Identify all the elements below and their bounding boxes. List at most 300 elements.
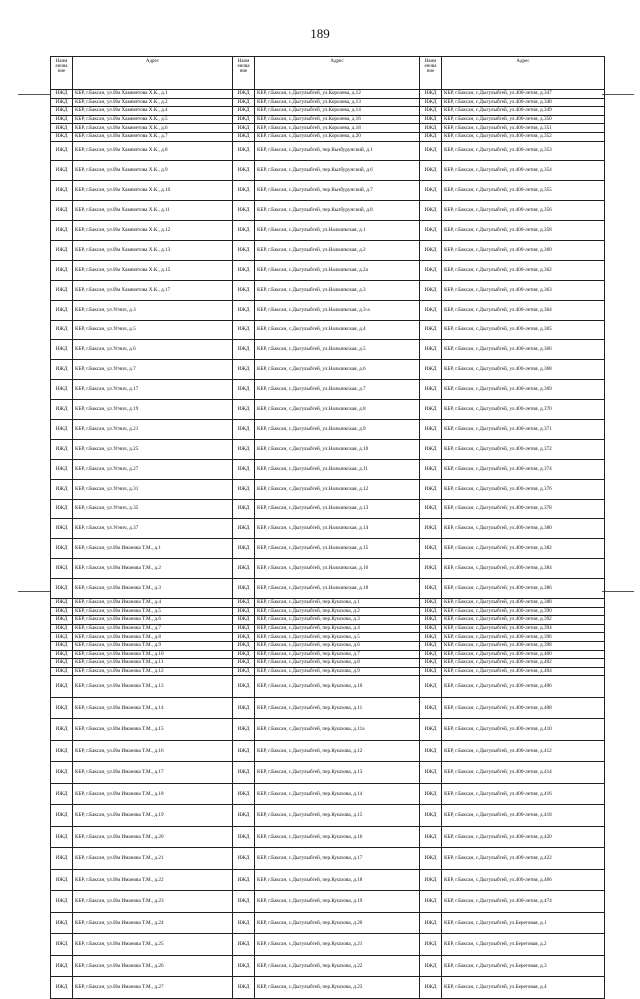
address-cell: КБР, г.Баксан, с.Дыгулыбгей, ул.400-летия, д.410 xyxy=(442,719,605,741)
address-cell: КБР, г.Баксан, ул.Им Хакяметова Х.К., д.6 xyxy=(73,124,233,133)
address-cell: КБР, г.Баксан, с.Дыгулыбгей, ул.400-летия, д.418 xyxy=(442,805,605,827)
object-type-cell: ИЖД xyxy=(233,783,255,805)
table-row xyxy=(51,633,605,642)
object-type-cell: ИЖД xyxy=(420,479,442,499)
address-cell: КБР, г.Баксан, с.Дыгулыбгей, пер.Кушхова, д.11а xyxy=(255,719,420,741)
address-cell: КБР, г.Баксан, ул.Угнич, д.6 xyxy=(73,340,233,360)
object-type-cell: ИЖД xyxy=(233,955,255,977)
address-cell: КБР, г.Баксан, с.Дыгулыбгей, ул.Нальчикская, д.3 xyxy=(255,280,420,300)
object-type-cell: ИЖД xyxy=(233,439,255,459)
address-cell: КБР, г.Баксан, с.Дыгулыбгей, ул.400-летия, д.371 xyxy=(442,420,605,440)
object-type-cell: ИЖД xyxy=(233,300,255,320)
object-type-cell: ИЖД xyxy=(233,201,255,221)
address-cell: КБР, г.Баксан, с.Дыгулыбгей, ул.400-летия, д.414 xyxy=(442,762,605,784)
object-type-cell: ИЖД xyxy=(233,459,255,479)
table-row xyxy=(51,98,605,107)
address-cell: КБР, г.Баксан, с.Дыгулыбгей, ул.400-летия, д.376 xyxy=(442,479,605,499)
object-type-cell: ИЖД xyxy=(420,221,442,241)
address-cell: КБР, г.Баксан, с.Дыгулыбгей, ул.Нальчикская, д.15 xyxy=(255,539,420,559)
address-cell: КБР, г.Баксан, ул.Угнич, д.17 xyxy=(73,380,233,400)
object-type-cell: ИЖД xyxy=(420,633,442,642)
object-type-cell: ИЖД xyxy=(51,221,73,241)
object-type-cell: ИЖД xyxy=(420,132,442,141)
object-type-cell: ИЖД xyxy=(51,260,73,280)
object-type-cell: ИЖД xyxy=(233,891,255,913)
address-cell: КБР, г.Баксан, с.Дыгулыбгей, ул.400-летия, д.396 xyxy=(442,633,605,642)
address-cell: КБР, г.Баксан, с.Дыгулыбгей, пер.Кызбурунский, д.7 xyxy=(255,181,420,201)
object-type-cell: ИЖД xyxy=(420,676,442,698)
table-row xyxy=(51,241,605,261)
address-cell: КБР, г.Баксан, ул.Угнич, д.5 xyxy=(73,320,233,340)
object-type-cell: ИЖД xyxy=(51,719,73,741)
address-cell: КБР, г.Баксан, с.Дыгулыбгей, ул.Береговая, д.2 xyxy=(442,934,605,956)
address-cell: КБР, г.Баксан, ул.Им Хакяметова Х.К., д.9 xyxy=(73,161,233,181)
address-cell: КБР, г.Баксан, ул.Им Иманова Т.М., д.21 xyxy=(73,848,233,870)
object-type-cell: ИЖД xyxy=(51,762,73,784)
address-cell: КБР, г.Баксан, с.Дыгулыбгей, ул.400-летия, д.360 xyxy=(442,241,605,261)
address-cell: КБР, г.Баксан, ул.Им Иманова Т.М., д.9 xyxy=(73,642,233,651)
table-row xyxy=(51,115,605,124)
object-type-cell: ИЖД xyxy=(233,559,255,579)
address-cell: КБР, г.Баксан, с.Дыгулыбгей, ул.Нальчикская, д.14 xyxy=(255,519,420,539)
address-cell: КБР, г.Баксан, с.Дыгулыбгей, пер.Кушхова, д.7 xyxy=(255,650,420,659)
address-cell: КБР, г.Баксан, с.Дыгулыбгей, пер.Кушхова, д.22 xyxy=(255,955,420,977)
address-cell: КБР, г.Баксан, с.Дыгулыбгей, ул.Береговая, д.3 xyxy=(442,955,605,977)
address-cell: КБР, г.Баксан, с.Дыгулыбгей, ул.400-летия, д.364 xyxy=(442,300,605,320)
object-type-cell: ИЖД xyxy=(233,977,255,999)
object-type-cell: ИЖД xyxy=(51,132,73,141)
margin-mark xyxy=(18,94,50,95)
address-cell: КБР, г.Баксан, с.Дыгулыбгей, ул.400-летия, д.363 xyxy=(442,280,605,300)
address-cell: КБР, г.Баксан, ул.Им Иманова Т.М., д.18 xyxy=(73,783,233,805)
table-row xyxy=(51,762,605,784)
object-type-cell: ИЖД xyxy=(51,420,73,440)
table-row xyxy=(51,439,605,459)
address-cell: КБР, г.Баксан, ул.Им Хакяметова Х.К., д.8 xyxy=(73,141,233,161)
address-cell: КБР, г.Баксан, с.Дыгулыбгей, пер.Кушхова, д.1 xyxy=(255,599,420,608)
object-type-cell: ИЖД xyxy=(51,300,73,320)
object-type-cell: ИЖД xyxy=(233,719,255,741)
table-row xyxy=(51,579,605,599)
address-cell: КБР, г.Баксан, ул.Им Иманова Т.М., д.27 xyxy=(73,977,233,999)
object-type-cell: ИЖД xyxy=(51,650,73,659)
object-type-cell: ИЖД xyxy=(51,439,73,459)
table-row xyxy=(51,934,605,956)
address-cell: КБР, г.Баксан, ул.Им Иманова Т.М., д.16 xyxy=(73,740,233,762)
address-cell: КБР, г.Баксан, с.Дыгулыбгей, ул.400-летия, д.370 xyxy=(442,400,605,420)
object-type-cell: ИЖД xyxy=(233,161,255,181)
object-type-cell: ИЖД xyxy=(233,869,255,891)
object-type-cell: ИЖД xyxy=(233,241,255,261)
object-type-cell: ИЖД xyxy=(420,667,442,676)
object-type-cell: ИЖД xyxy=(233,762,255,784)
address-cell: КБР, г.Баксан, с.Дыгулыбгей, ул.400-летия, д.365 xyxy=(442,320,605,340)
object-type-cell: ИЖД xyxy=(420,499,442,519)
address-cell: КБР, г.Баксан, ул.Им Хакяметова Х.К., д.11 xyxy=(73,201,233,221)
address-cell: КБР, г.Баксан, с.Дыгулыбгей, ул.400-летия, д.369 xyxy=(442,380,605,400)
object-type-cell: ИЖД xyxy=(420,579,442,599)
object-type-cell: ИЖД xyxy=(233,124,255,133)
table-row xyxy=(51,607,605,616)
object-type-cell: ИЖД xyxy=(51,599,73,608)
object-type-cell: ИЖД xyxy=(233,642,255,651)
object-type-cell: ИЖД xyxy=(420,659,442,668)
object-type-cell: ИЖД xyxy=(233,826,255,848)
object-type-cell: ИЖД xyxy=(51,579,73,599)
address-cell: КБР, г.Баксан, с.Дыгулыбгей, ул.Нальчикская, д.18 xyxy=(255,579,420,599)
address-cell: КБР, г.Баксан, с.Дыгулыбгей, пер.Кушхова, д.19 xyxy=(255,891,420,913)
object-type-cell: ИЖД xyxy=(51,115,73,124)
object-type-cell: ИЖД xyxy=(51,633,73,642)
address-cell: КБР, г.Баксан, с.Дыгулыбгей, ул.Королева, д.20 xyxy=(255,132,420,141)
object-type-cell: ИЖД xyxy=(420,181,442,201)
object-type-cell: ИЖД xyxy=(420,115,442,124)
address-cell: КБР, г.Баксан, с.Дыгулыбгей, пер.Кушхова, д.11 xyxy=(255,697,420,719)
object-type-cell: ИЖД xyxy=(51,107,73,116)
object-type-cell: ИЖД xyxy=(51,607,73,616)
object-type-cell: ИЖД xyxy=(51,181,73,201)
address-cell: КБР, г.Баксан, с.Дыгулыбгей, ул.400-летия, д.362 xyxy=(442,260,605,280)
table-row xyxy=(51,420,605,440)
address-cell: КБР, г.Баксан, с.Дыгулыбгей, пер.Кушхова, д.18 xyxy=(255,869,420,891)
object-type-cell: ИЖД xyxy=(233,98,255,107)
table-row xyxy=(51,719,605,741)
object-type-cell: ИЖД xyxy=(51,977,73,999)
address-cell: КБР, г.Баксан, с.Дыгулыбгей, ул.400-летия, д.347 xyxy=(442,90,605,99)
address-cell: КБР, г.Баксан, с.Дыгулыбгей, пер.Кушхова, д.6 xyxy=(255,642,420,651)
object-type-cell: ИЖД xyxy=(51,141,73,161)
object-type-cell: ИЖД xyxy=(51,400,73,420)
object-type-cell: ИЖД xyxy=(420,624,442,633)
address-cell: КБР, г.Баксан, ул.Им Иманова Т.М., д.26 xyxy=(73,955,233,977)
object-type-cell: ИЖД xyxy=(51,642,73,651)
margin-mark xyxy=(602,591,634,592)
object-type-cell: ИЖД xyxy=(233,420,255,440)
address-cell: КБР, г.Баксан, ул.Им Иманова Т.М., д.20 xyxy=(73,826,233,848)
object-type-cell: ИЖД xyxy=(420,697,442,719)
table-row xyxy=(51,519,605,539)
address-cell: КБР, г.Баксан, ул.Им Хакяметова Х.К., д.13 xyxy=(73,241,233,261)
address-cell: КБР, г.Баксан, с.Дыгулыбгей, ул.400-летия, д.388 xyxy=(442,599,605,608)
object-type-cell: ИЖД xyxy=(233,624,255,633)
address-cell: КБР, г.Баксан, с.Дыгулыбгей, пер.Кушхова, д.5 xyxy=(255,633,420,642)
object-type-cell: ИЖД xyxy=(420,320,442,340)
object-type-cell: ИЖД xyxy=(420,107,442,116)
table-row xyxy=(51,559,605,579)
address-cell: КБР, г.Баксан, ул.Им Иманова Т.М., д.7 xyxy=(73,624,233,633)
address-cell: КБР, г.Баксан, с.Дыгулыбгей, пер.Кушхова, д.17 xyxy=(255,848,420,870)
object-type-cell: ИЖД xyxy=(420,650,442,659)
object-type-cell: ИЖД xyxy=(51,869,73,891)
object-type-cell: ИЖД xyxy=(233,141,255,161)
object-type-cell: ИЖД xyxy=(420,98,442,107)
address-cell: КБР, г.Баксан, ул.Им Иманова Т.М., д.19 xyxy=(73,805,233,827)
address-table xyxy=(50,56,605,999)
object-type-cell: ИЖД xyxy=(51,360,73,380)
table-row xyxy=(51,380,605,400)
table-row xyxy=(51,912,605,934)
table-row xyxy=(51,783,605,805)
address-cell: КБР, г.Баксан, с.Дыгулыбгей, ул.400-летия, д.350 xyxy=(442,115,605,124)
object-type-cell: ИЖД xyxy=(51,955,73,977)
table-row xyxy=(51,107,605,116)
object-type-cell: ИЖД xyxy=(51,912,73,934)
table-row xyxy=(51,201,605,221)
table-row xyxy=(51,676,605,698)
address-cell: КБР, г.Баксан, ул.Им Иманова Т.М., д.13 xyxy=(73,676,233,698)
address-cell: КБР, г.Баксан, с.Дыгулыбгей, пер.Кушхова, д.23 xyxy=(255,977,420,999)
address-cell: КБР, г.Баксан, с.Дыгулыбгей, ул.Королева, д.12 xyxy=(255,90,420,99)
address-cell: КБР, г.Баксан, с.Дыгулыбгей, ул.400-летия, д.420 xyxy=(442,826,605,848)
object-type-cell: ИЖД xyxy=(51,667,73,676)
object-type-cell: ИЖД xyxy=(420,719,442,741)
header-address: Адрес xyxy=(442,57,605,90)
address-cell: КБР, г.Баксан, ул.Им Хакяметова Х.К., д.2 xyxy=(73,98,233,107)
object-type-cell: ИЖД xyxy=(233,912,255,934)
address-cell: КБР, г.Баксан, с.Дыгулыбгей, пер.Кушхова, д.9 xyxy=(255,667,420,676)
table-row xyxy=(51,848,605,870)
object-type-cell: ИЖД xyxy=(420,360,442,380)
address-cell: КБР, г.Баксан, с.Дыгулыбгей, ул.400-летия, д.398 xyxy=(442,642,605,651)
table-row xyxy=(51,161,605,181)
address-cell: КБР, г.Баксан, ул.Угнич, д.19 xyxy=(73,400,233,420)
object-type-cell: ИЖД xyxy=(233,499,255,519)
object-type-cell: ИЖД xyxy=(420,539,442,559)
object-type-cell: ИЖД xyxy=(420,439,442,459)
address-cell: КБР, г.Баксан, с.Дыгулыбгей, ул.Нальчикская, д.2а xyxy=(255,260,420,280)
address-cell: КБР, г.Баксан, ул.Им Хакяметова Х.К., д.12 xyxy=(73,221,233,241)
object-type-cell: ИЖД xyxy=(420,280,442,300)
address-cell: КБР, г.Баксан, с.Дыгулыбгей, ул.400-летия, д.416 xyxy=(442,783,605,805)
address-cell: КБР, г.Баксан, ул.Им Иманова Т.М., д.22 xyxy=(73,869,233,891)
object-type-cell: ИЖД xyxy=(420,161,442,181)
table-row xyxy=(51,826,605,848)
address-cell: КБР, г.Баксан, с.Дыгулыбгей, пер.Кушхова, д.14 xyxy=(255,783,420,805)
address-cell: КБР, г.Баксан, с.Дыгулыбгей, ул.Нальчикская, д.12 xyxy=(255,479,420,499)
table-row xyxy=(51,869,605,891)
object-type-cell: ИЖД xyxy=(233,181,255,201)
object-type-cell: ИЖД xyxy=(51,340,73,360)
table-row xyxy=(51,221,605,241)
address-cell: КБР, г.Баксан, ул.Им Иманова Т.М., д.11 xyxy=(73,659,233,668)
address-cell: КБР, г.Баксан, ул.Им Иманова Т.М., д.1 xyxy=(73,539,233,559)
address-cell: КБР, г.Баксан, ул.Им Иманова Т.М., д.15 xyxy=(73,719,233,741)
object-type-cell: ИЖД xyxy=(420,519,442,539)
address-cell: КБР, г.Баксан, ул.Им Иманова Т.М., д.8 xyxy=(73,633,233,642)
table-row xyxy=(51,642,605,651)
object-type-cell: ИЖД xyxy=(420,90,442,99)
object-type-cell: ИЖД xyxy=(51,280,73,300)
header-address: Адрес xyxy=(73,57,233,90)
address-cell: КБР, г.Баксан, с.Дыгулыбгей, ул.Нальчикская, д.16 xyxy=(255,559,420,579)
table-row xyxy=(51,599,605,608)
table-row xyxy=(51,977,605,999)
address-cell: КБР, г.Баксан, с.Дыгулыбгей, ул.Нальчикская, д.4 xyxy=(255,320,420,340)
address-cell: КБР, г.Баксан, с.Дыгулыбгей, ул.400-летия, д.368 xyxy=(442,360,605,380)
address-cell: КБР, г.Баксан, с.Дыгулыбгей, ул.Королева, д.13 xyxy=(255,98,420,107)
address-cell: КБР, г.Баксан, ул.Угнич, д.35 xyxy=(73,499,233,519)
object-type-cell: ИЖД xyxy=(51,740,73,762)
address-cell: КБР, г.Баксан, с.Дыгулыбгей, ул.400-летия, д.353 xyxy=(442,141,605,161)
object-type-cell: ИЖД xyxy=(233,607,255,616)
object-type-cell: ИЖД xyxy=(420,955,442,977)
address-cell: КБР, г.Баксан, с.Дыгулыбгей, ул.400-летия, д.404 xyxy=(442,667,605,676)
address-cell: КБР, г.Баксан, с.Дыгулыбгей, ул.400-летия, д.386 xyxy=(442,579,605,599)
address-cell: КБР, г.Баксан, ул.Им Хакяметова Х.К., д.7 xyxy=(73,132,233,141)
address-cell: КБР, г.Баксан, ул.Им Иманова Т.М., д.17 xyxy=(73,762,233,784)
object-type-cell: ИЖД xyxy=(233,934,255,956)
address-cell: КБР, г.Баксан, ул.Им Иманова Т.М., д.3 xyxy=(73,579,233,599)
object-type-cell: ИЖД xyxy=(420,400,442,420)
table-row xyxy=(51,459,605,479)
address-cell: КБР, г.Баксан, с.Дыгулыбгей, ул.400-летия, д.402 xyxy=(442,659,605,668)
object-type-cell: ИЖД xyxy=(51,616,73,625)
object-type-cell: ИЖД xyxy=(420,420,442,440)
object-type-cell: ИЖД xyxy=(420,340,442,360)
object-type-cell: ИЖД xyxy=(233,616,255,625)
address-cell: КБР, г.Баксан, ул.Им Хакяметова Х.К., д.15 xyxy=(73,260,233,280)
object-type-cell: ИЖД xyxy=(233,805,255,827)
header-type: Наим енова ние xyxy=(51,57,73,90)
object-type-cell: ИЖД xyxy=(233,115,255,124)
address-cell: КБР, г.Баксан, с.Дыгулыбгей, ул.400-летия, д.474 xyxy=(442,891,605,913)
address-cell: КБР, г.Баксан, с.Дыгулыбгей, пер.Кушхова, д.4 xyxy=(255,624,420,633)
object-type-cell: ИЖД xyxy=(51,539,73,559)
address-cell: КБР, г.Баксан, с.Дыгулыбгей, ул.400-летия, д.351 xyxy=(442,124,605,133)
object-type-cell: ИЖД xyxy=(51,201,73,221)
address-cell: КБР, г.Баксан, с.Дыгулыбгей, ул.400-летия, д.382 xyxy=(442,539,605,559)
address-cell: КБР, г.Баксан, с.Дыгулыбгей, ул.400-летия, д.354 xyxy=(442,161,605,181)
object-type-cell: ИЖД xyxy=(51,559,73,579)
margin-mark xyxy=(602,94,634,95)
address-cell: КБР, г.Баксан, с.Дыгулыбгей, пер.Кушхова, д.8 xyxy=(255,659,420,668)
address-cell: КБР, г.Баксан, с.Дыгулыбгей, ул.400-летия, д.358 xyxy=(442,221,605,241)
header-type: Наим енова ние xyxy=(420,57,442,90)
table-row xyxy=(51,141,605,161)
address-cell: КБР, г.Баксан, с.Дыгулыбгей, ул.400-летия, д.352 xyxy=(442,132,605,141)
address-cell: КБР, г.Баксан, с.Дыгулыбгей, пер.Кушхова, д.2 xyxy=(255,607,420,616)
object-type-cell: ИЖД xyxy=(233,90,255,99)
object-type-cell: ИЖД xyxy=(51,697,73,719)
address-cell: КБР, г.Баксан, с.Дыгулыбгей, ул.Королева, д.14 xyxy=(255,107,420,116)
address-cell: КБР, г.Баксан, с.Дыгулыбгей, ул.Нальчикская, д.7 xyxy=(255,380,420,400)
address-cell: КБР, г.Баксан, ул.Им Иманова Т.М., д.14 xyxy=(73,697,233,719)
address-cell: КБР, г.Баксан, с.Дыгулыбгей, ул.Нальчикская, д.13 xyxy=(255,499,420,519)
address-cell: КБР, г.Баксан, с.Дыгулыбгей, ул.400-летия, д.366 xyxy=(442,340,605,360)
address-cell: КБР, г.Баксан, ул.Им Иманова Т.М., д.24 xyxy=(73,912,233,934)
table-row xyxy=(51,616,605,625)
table-row xyxy=(51,659,605,668)
table-row xyxy=(51,479,605,499)
address-cell: КБР, г.Баксан, с.Дыгулыбгей, пер.Кызбурунский, д.1 xyxy=(255,141,420,161)
address-cell: КБР, г.Баксан, с.Дыгулыбгей, ул.Королева, д.16 xyxy=(255,115,420,124)
address-cell: КБР, г.Баксан, ул.Им Иманова Т.М., д.2 xyxy=(73,559,233,579)
object-type-cell: ИЖД xyxy=(51,124,73,133)
address-cell: КБР, г.Баксан, с.Дыгулыбгей, ул.400-летия, д.374 xyxy=(442,459,605,479)
address-cell: КБР, г.Баксан, ул.Им Иманова Т.М., д.5 xyxy=(73,607,233,616)
object-type-cell: ИЖД xyxy=(233,667,255,676)
address-cell: КБР, г.Баксан, с.Дыгулыбгей, пер.Кушхова, д.21 xyxy=(255,934,420,956)
address-cell: КБР, г.Баксан, с.Дыгулыбгей, ул.Береговая, д.4 xyxy=(442,977,605,999)
address-cell: КБР, г.Баксан, с.Дыгулыбгей, пер.Кушхова, д.3 xyxy=(255,616,420,625)
address-cell: КБР, г.Баксан, ул.Угнич, д.21 xyxy=(73,420,233,440)
table-row xyxy=(51,181,605,201)
object-type-cell: ИЖД xyxy=(233,280,255,300)
table-row xyxy=(51,340,605,360)
table-row xyxy=(51,260,605,280)
object-type-cell: ИЖД xyxy=(233,659,255,668)
address-cell: КБР, г.Баксан, с.Дыгулыбгей, ул.400-летия, д.422 xyxy=(442,848,605,870)
address-cell: КБР, г.Баксан, с.Дыгулыбгей, ул.Нальчикская, д.3-а xyxy=(255,300,420,320)
object-type-cell: ИЖД xyxy=(420,599,442,608)
address-cell: КБР, г.Баксан, с.Дыгулыбгей, ул.400-летия, д.394 xyxy=(442,624,605,633)
address-cell: КБР, г.Баксан, ул.Им Иманова Т.М., д.6 xyxy=(73,616,233,625)
object-type-cell: ИЖД xyxy=(51,934,73,956)
address-cell: КБР, г.Баксан, с.Дыгулыбгей, ул.Нальчикская, д.11 xyxy=(255,459,420,479)
table-row xyxy=(51,539,605,559)
table-row xyxy=(51,280,605,300)
object-type-cell: ИЖД xyxy=(51,241,73,261)
address-cell: КБР, г.Баксан, с.Дыгулыбгей, ул.Нальчикская, д.8 xyxy=(255,400,420,420)
object-type-cell: ИЖД xyxy=(51,459,73,479)
object-type-cell: ИЖД xyxy=(233,579,255,599)
address-cell: КБР, г.Баксан, с.Дыгулыбгей, ул.Нальчикская, д.6 xyxy=(255,360,420,380)
address-cell: КБР, г.Баксан, с.Дыгулыбгей, пер.Кушхова, д.15 xyxy=(255,805,420,827)
margin-mark xyxy=(18,591,50,592)
table-row xyxy=(51,124,605,133)
object-type-cell: ИЖД xyxy=(233,633,255,642)
object-type-cell: ИЖД xyxy=(233,519,255,539)
table-row xyxy=(51,132,605,141)
address-cell: КБР, г.Баксан, с.Дыгулыбгей, ул.400-летия, д.356 xyxy=(442,201,605,221)
address-cell: КБР, г.Баксан, с.Дыгулыбгей, пер.Кызбурунский, д.8 xyxy=(255,201,420,221)
object-type-cell: ИЖД xyxy=(51,90,73,99)
object-type-cell: ИЖД xyxy=(420,912,442,934)
address-cell: КБР, г.Баксан, с.Дыгулыбгей, ул.400-летия, д.349 xyxy=(442,107,605,116)
object-type-cell: ИЖД xyxy=(233,599,255,608)
object-type-cell: ИЖД xyxy=(233,697,255,719)
object-type-cell: ИЖД xyxy=(233,360,255,380)
object-type-cell: ИЖД xyxy=(51,826,73,848)
table-row xyxy=(51,740,605,762)
address-cell: КБР, г.Баксан, с.Дыгулыбгей, ул.400-летия, д.412 xyxy=(442,740,605,762)
address-cell: КБР, г.Баксан, ул.Им Иманова Т.М., д.12 xyxy=(73,667,233,676)
object-type-cell: ИЖД xyxy=(51,161,73,181)
address-cell: КБР, г.Баксан, с.Дыгулыбгей, ул.400-летия, д.378 xyxy=(442,499,605,519)
address-cell: КБР, г.Баксан, с.Дыгулыбгей, ул.Королева, д.18 xyxy=(255,124,420,133)
object-type-cell: ИЖД xyxy=(420,934,442,956)
address-cell: КБР, г.Баксан, с.Дыгулыбгей, ул.400-летия, д.400 xyxy=(442,650,605,659)
address-cell: КБР, г.Баксан, ул.Угнич, д.7 xyxy=(73,360,233,380)
object-type-cell: ИЖД xyxy=(51,479,73,499)
table-row xyxy=(51,90,605,99)
address-cell: КБР, г.Баксан, с.Дыгулыбгей, пер.Кушхова, д.13 xyxy=(255,762,420,784)
header-type: Наим енова ние xyxy=(233,57,255,90)
table-row xyxy=(51,400,605,420)
address-cell: КБР, г.Баксан, с.Дыгулыбгей, ул.400-летия, д.390 xyxy=(442,607,605,616)
table-header-row xyxy=(51,57,605,90)
object-type-cell: ИЖД xyxy=(420,241,442,261)
address-cell: КБР, г.Баксан, с.Дыгулыбгей, ул.400-летия, д.466 xyxy=(442,869,605,891)
address-cell: КБР, г.Баксан, ул.Им Иманова Т.М., д.25 xyxy=(73,934,233,956)
object-type-cell: ИЖД xyxy=(51,499,73,519)
address-cell: КБР, г.Баксан, с.Дыгулыбгей, ул.Нальчикская, д.5 xyxy=(255,340,420,360)
address-cell: КБР, г.Баксан, с.Дыгулыбгей, пер.Кушхова, д.20 xyxy=(255,912,420,934)
address-cell: КБР, г.Баксан, с.Дыгулыбгей, ул.Береговая, д.1 xyxy=(442,912,605,934)
object-type-cell: ИЖД xyxy=(420,642,442,651)
table-row xyxy=(51,650,605,659)
object-type-cell: ИЖД xyxy=(233,650,255,659)
